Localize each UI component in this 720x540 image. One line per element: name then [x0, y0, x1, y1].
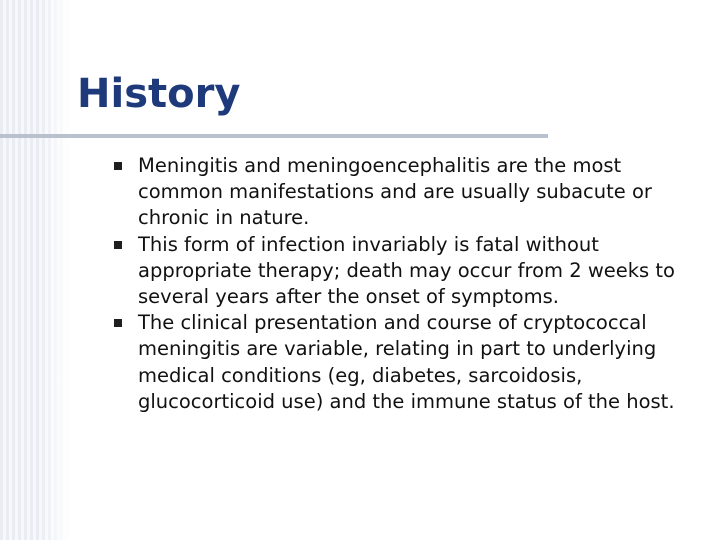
bullet-list	[114, 153, 700, 415]
bullet-text: The clinical presentation and course of cryptococcal meningitis are variable, relating in part to underlying medical conditions (eg, diabetes, sarcoidosis, glucocorticoid use) and the immune status of the host.	[138, 311, 675, 413]
square-bullet-icon	[114, 241, 122, 249]
square-bullet-icon	[114, 319, 122, 327]
bullet-text: This form of infection invariably is fatal without appropriate therapy; death may occur from 2 weeks to several years after the onset of symptoms.	[138, 232, 675, 309]
bullet-text: Meningitis and meningoencephalitis are the most common manifestations and are usually subacute or chronic in nature.	[138, 154, 652, 230]
list-item	[114, 153, 700, 232]
square-bullet-icon	[114, 162, 122, 170]
title-underline	[0, 134, 548, 138]
slide-title: History	[77, 71, 241, 117]
list-item	[114, 310, 700, 415]
list-item	[114, 232, 700, 311]
